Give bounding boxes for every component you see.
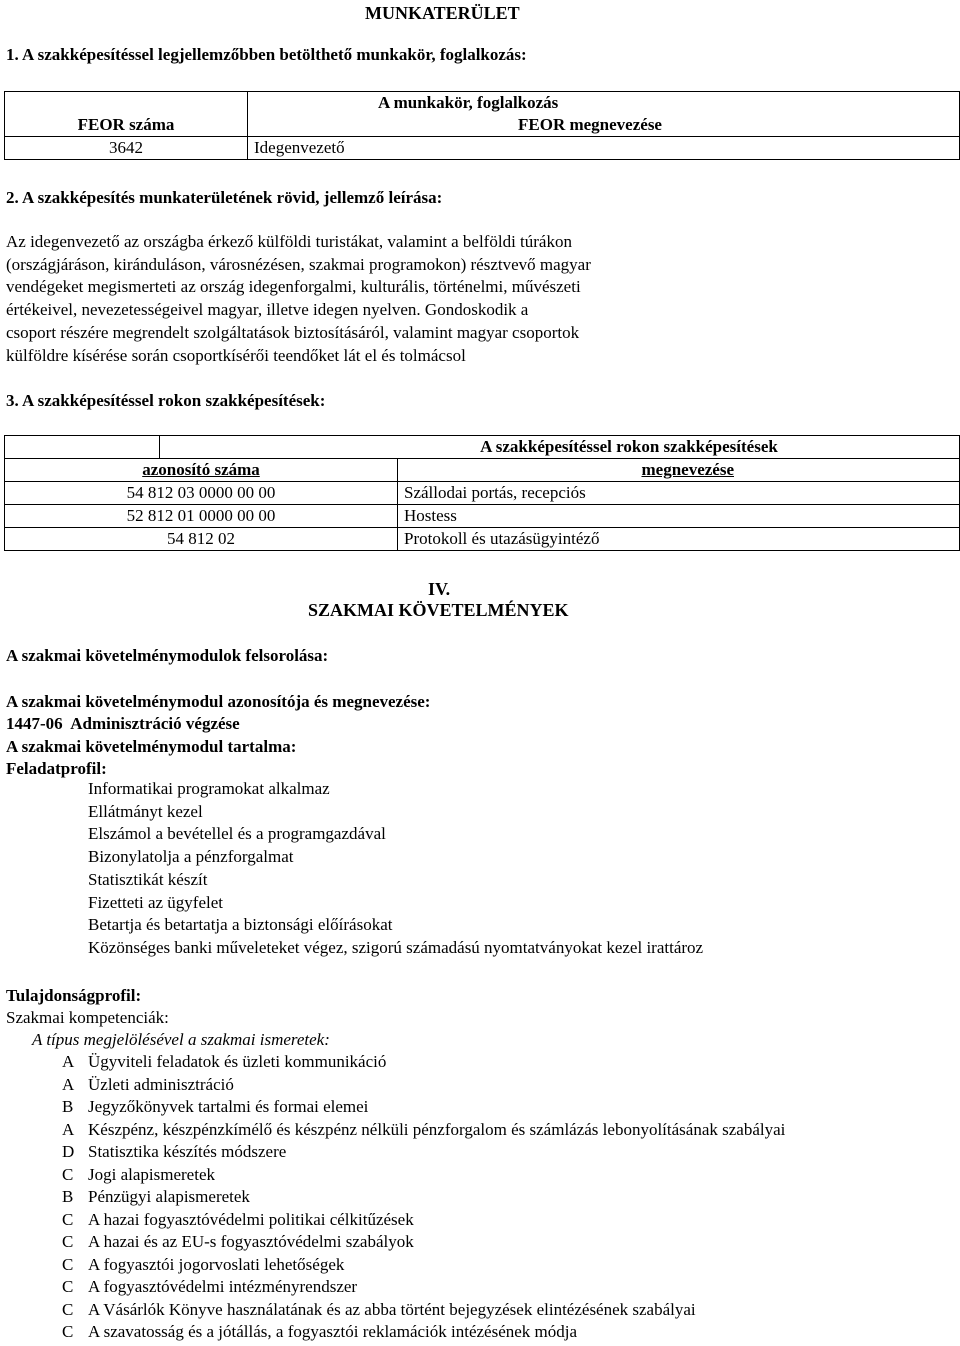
list-item: [62, 1321, 785, 1344]
description-line: (országjáráson, kiránduláson, városnézésen, szakmai programokon) résztvevő magyar: [6, 254, 591, 274]
list-item: Informatikai programokat alkalmaz: [88, 779, 330, 798]
module-id: 1447-06 Adminisztráció végzése: [6, 714, 240, 733]
section2-description: [6, 231, 706, 367]
list-item: Ellátmányt kezel: [88, 801, 203, 821]
feor-col1-header: FEOR száma: [5, 114, 248, 137]
list-item: [62, 1299, 785, 1322]
list-item: [62, 1164, 785, 1187]
knowledge-heading: A típus megjelölésével a szakmai ismeretek:: [32, 1030, 330, 1049]
table-row: [5, 137, 960, 160]
related-col2-header: megnevezése: [398, 459, 960, 482]
knowledge-text: Készpénz, készpénzkímélő és készpénz nélküli pénzforgalom és számlázás lebonyolításának szabályai: [88, 1119, 786, 1139]
module-id-heading: A szakmai követelménymodul azonosítója és megnevezése:: [6, 692, 431, 711]
knowledge-level: A: [62, 1074, 75, 1094]
related-table-grid: [4, 435, 960, 551]
feor-name: Idegenvezető: [248, 137, 960, 160]
section2-heading: 2. A szakképesítés munkaterületének rövid, jellemző leírása:: [6, 188, 443, 207]
description-line: csoport részére megrendelt szolgáltatások biztosításáról, valamint magyar csoportok: [6, 322, 580, 342]
feor-table: [4, 91, 960, 160]
list-item: Betartja és betartatja a biztonsági előírásokat: [88, 915, 393, 935]
module-content-heading: A szakmai követelménymodul tartalma:: [6, 737, 297, 756]
description-line: külföldre kísérése során csoportkísérői teendőket lát el és tolmácsol: [6, 345, 466, 365]
section4-roman: IV.: [428, 579, 451, 599]
list-item: Statisztikát készít: [88, 869, 208, 889]
knowledge-text: A szavatosság és a jótállás, a fogyasztói reklamációk intézésének módja: [88, 1322, 578, 1341]
page-title: MUNKATERÜLET: [365, 3, 520, 23]
knowledge-level: A: [62, 1052, 75, 1071]
related-col1-header: azonosító száma: [5, 459, 398, 482]
knowledge-list: [62, 1051, 785, 1344]
knowledge-level: D: [62, 1142, 75, 1161]
list-item: [62, 1209, 785, 1232]
knowledge-text: A hazai és az EU-s fogyasztóvédelmi szabályok: [88, 1232, 414, 1251]
knowledge-text: Ügyviteli feladatok és üzleti kommunikáció: [88, 1052, 387, 1071]
table-row: [5, 505, 960, 528]
description-line: értékeivel, nevezetességeivel magyar, illetve idegen nyelven. Gondoskodik a: [6, 300, 529, 320]
task-list: [88, 778, 703, 960]
knowledge-text: A Vásárlók Könyve használatának és az abba történt bejegyzések elintézésének szabályai: [88, 1299, 696, 1319]
knowledge-text: Statisztika készítés módszere: [88, 1142, 287, 1161]
property-profile-heading: Tulajdonságprofil:: [6, 986, 142, 1005]
table-row: [5, 482, 960, 505]
list-item: Közönséges banki műveleteket végez, szigorú számadású nyomtatványokat kezel irattároz: [88, 937, 704, 957]
related-id: 54 812 02: [5, 528, 398, 551]
knowledge-level: C: [62, 1277, 74, 1296]
list-item: [62, 1254, 785, 1277]
task-profile-heading: Feladatprofil:: [6, 759, 107, 778]
list-item: [62, 1119, 785, 1142]
section1-heading: 1. A szakképesítéssel legjellemzőbben betölthető munkakör, foglalkozás:: [6, 45, 527, 64]
knowledge-text: Üzleti adminisztráció: [88, 1074, 234, 1094]
related-id: 52 812 01 0000 00 00: [5, 505, 398, 528]
list-item: [62, 1141, 785, 1164]
related-name: Protokoll és utazásügyintéző: [398, 528, 960, 551]
knowledge-level: C: [62, 1254, 74, 1274]
knowledge-level: B: [62, 1097, 74, 1116]
list-item: [62, 1186, 785, 1209]
list-item: Fizetteti az ügyfelet: [88, 892, 223, 912]
knowledge-level: C: [62, 1209, 74, 1229]
description-line: vendégeket megismerteti az ország idegenforgalmi, kulturális, történelmi, művészeti: [6, 277, 581, 297]
knowledge-level: C: [62, 1299, 74, 1319]
list-item: [62, 1096, 785, 1119]
knowledge-text: Pénzügyi alapismeretek: [88, 1187, 250, 1206]
description-line: Az idegenvezető az országba érkező külföldi turistákat, valamint a belföldi túrákon: [6, 232, 572, 251]
related-name: Szállodai portás, recepciós: [398, 482, 960, 505]
list-item: Elszámol a bevétellel és a programgazdával: [88, 824, 386, 844]
list-item: [62, 1074, 785, 1097]
related-id: 54 812 03 0000 00 00: [5, 482, 398, 505]
knowledge-text: Jogi alapismeretek: [88, 1164, 215, 1184]
section4-title: SZAKMAI KÖVETELMÉNYEK: [308, 600, 569, 620]
feor-table-title: A munkakör, foglalkozás: [248, 92, 960, 115]
knowledge-level: B: [62, 1187, 74, 1206]
list-item: Bizonylatolja a pénzforgalmat: [88, 847, 294, 867]
list-item: [62, 1231, 785, 1254]
feor-code: 3642: [5, 137, 248, 160]
list-item: [62, 1276, 785, 1299]
section3-heading: 3. A szakképesítéssel rokon szakképesítések:: [6, 391, 326, 410]
knowledge-text: A fogyasztói jogorvoslati lehetőségek: [88, 1254, 345, 1274]
knowledge-text: A hazai fogyasztóvédelmi politikai célkitűzések: [88, 1209, 414, 1229]
knowledge-level: C: [62, 1232, 74, 1251]
modules-heading: A szakmai követelménymodulok felsorolása:: [6, 646, 329, 665]
knowledge-level: A: [62, 1119, 75, 1139]
knowledge-text: Jegyzőkönyvek tartalmi és formai elemei: [88, 1097, 369, 1116]
competencies-heading: Szakmai kompetenciák:: [6, 1008, 169, 1027]
feor-col2-header: FEOR megnevezése: [248, 114, 960, 137]
knowledge-level: C: [62, 1322, 74, 1341]
related-name: Hostess: [398, 505, 960, 528]
knowledge-level: C: [62, 1164, 74, 1184]
knowledge-text: A fogyasztóvédelmi intézményrendszer: [88, 1277, 358, 1296]
related-table-heading: A szakképesítéssel rokon szakképesítések: [5, 436, 960, 459]
list-item: [62, 1051, 785, 1074]
table-row: [5, 528, 960, 551]
